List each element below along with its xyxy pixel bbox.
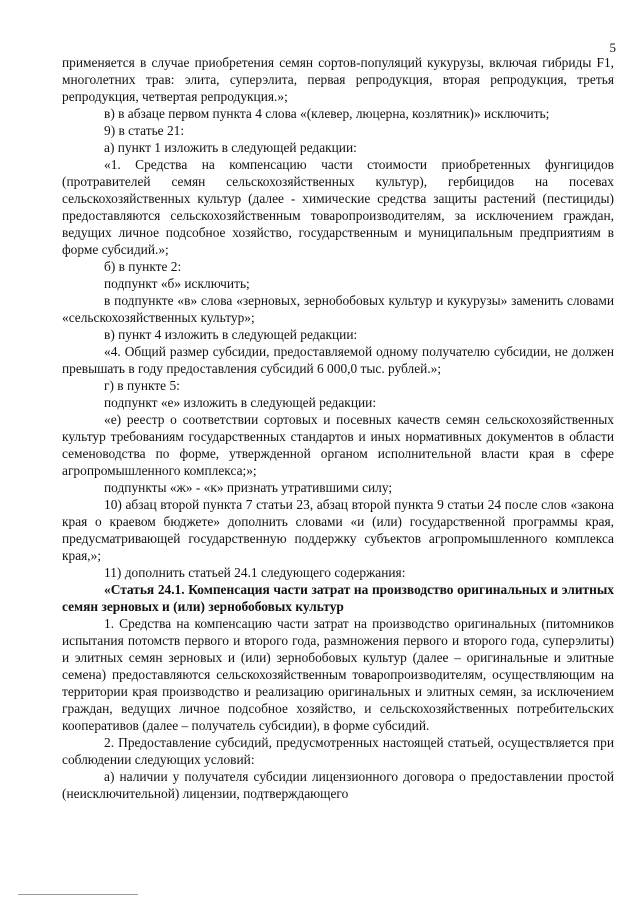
- paragraph: в) в абзаце первом пункта 4 слова «(клевер, люцерна, козлятник)» исключить;: [104, 106, 550, 121]
- footer-rule: [18, 894, 138, 895]
- paragraph: подпункты «ж» - «к» признать утратившими силу;: [104, 480, 393, 495]
- paragraph: в) пункт 4 изложить в следующей редакции:: [104, 327, 358, 342]
- paragraph: а) наличии у получателя субсидии лицензионного договора о предоставлении простой (неисключительной) лицензии, подтверждающего: [62, 769, 614, 801]
- paragraph: подпункт «е» изложить в следующей редакции:: [104, 395, 377, 410]
- paragraph: 11) дополнить статьей 24.1 следующего содержания:: [104, 565, 406, 580]
- paragraph: 2. Предоставление субсидий, предусмотренных настоящей статьей, осуществляется при соблюдении следующих условий:: [62, 735, 614, 767]
- page-number: 5: [609, 40, 616, 55]
- paragraph: «4. Общий размер субсидии, предоставляемой одному получателю субсидии, не должен превышать в году предоставления субсидий 6 000,0 тыс. рублей.»;: [62, 344, 614, 376]
- paragraph: в подпункте «в» слова «зерновых, зернобобовых культур и кукурузы» заменить словами «сельскохозяйственных культур»;: [62, 293, 614, 325]
- paragraph: подпункт «б» исключить;: [104, 276, 250, 291]
- paragraph: г) в пункте 5:: [104, 378, 180, 393]
- paragraph: 10) абзац второй пункта 7 статьи 23, абзац второй пункта 9 статьи 24 после слов «закона края о краевом бюджете» дополнить словами «и (или) государственной программы края, предусматривающей государственную поддержку субъектов агропромышленного комплекса края,»;: [62, 497, 614, 563]
- paragraph: «1. Средства на компенсацию части стоимости приобретенных фунгицидов (протравителей семян сельскохозяйственных культур), гербицидов на посевах сельскохозяйственных культур (далее - химические средства защиты растений (пестициды) предоставляются сельскохозяйственным товаропроизводителям, за исключением граждан, ведущих личное подсобное хозяйство, государственным и муниципальным предприятиям в форме субсидий.»;: [62, 157, 614, 257]
- paragraph: б) в пункте 2:: [104, 259, 182, 274]
- paragraph: 1. Средства на компенсацию части затрат на производство оригинальных (питомников испытания потомств первого и второго года, размножения первого и второго года, суперэлиты) и элитных семян зерновых и (или) зернобобовых культур (далее – оригинальные и элитные семена) предоставляются сельскохозяйственным товаропроизводителям, осуществляющим на территории края производство и реализацию оригинальных и элитных семян, за исключением граждан, ведущих личное подсобное хозяйство, и сельскохозяйственных потребительских кооперативов (далее – получатель субсидии), в форме субсидий.: [62, 616, 614, 733]
- document-body: [62, 54, 614, 802]
- article-heading: «Статья 24.1. Компенсация части затрат на производство оригинальных и элитных семян зерновых и (или) зернобобовых культур: [62, 582, 614, 614]
- paragraph: 9) в статье 21:: [104, 123, 185, 138]
- paragraph: а) пункт 1 изложить в следующей редакции:: [104, 140, 357, 155]
- paragraph-continuation: применяется в случае приобретения семян сортов-популяций кукурузы, включая гибриды F1, многолетних трав: элита, суперэлита, первая репродукция, вторая репродукция, третья репродукция, четвертая репродукция.»;: [62, 55, 614, 104]
- paragraph: «е) реестр о соответствии сортовых и посевных качеств семян сельскохозяйственных культур требованиям государственных стандартов и иных нормативных документов в области семеноводства по форме, утвержденной органом исполнительной власти края в сфере агропромышленного комплекса;»;: [62, 412, 614, 478]
